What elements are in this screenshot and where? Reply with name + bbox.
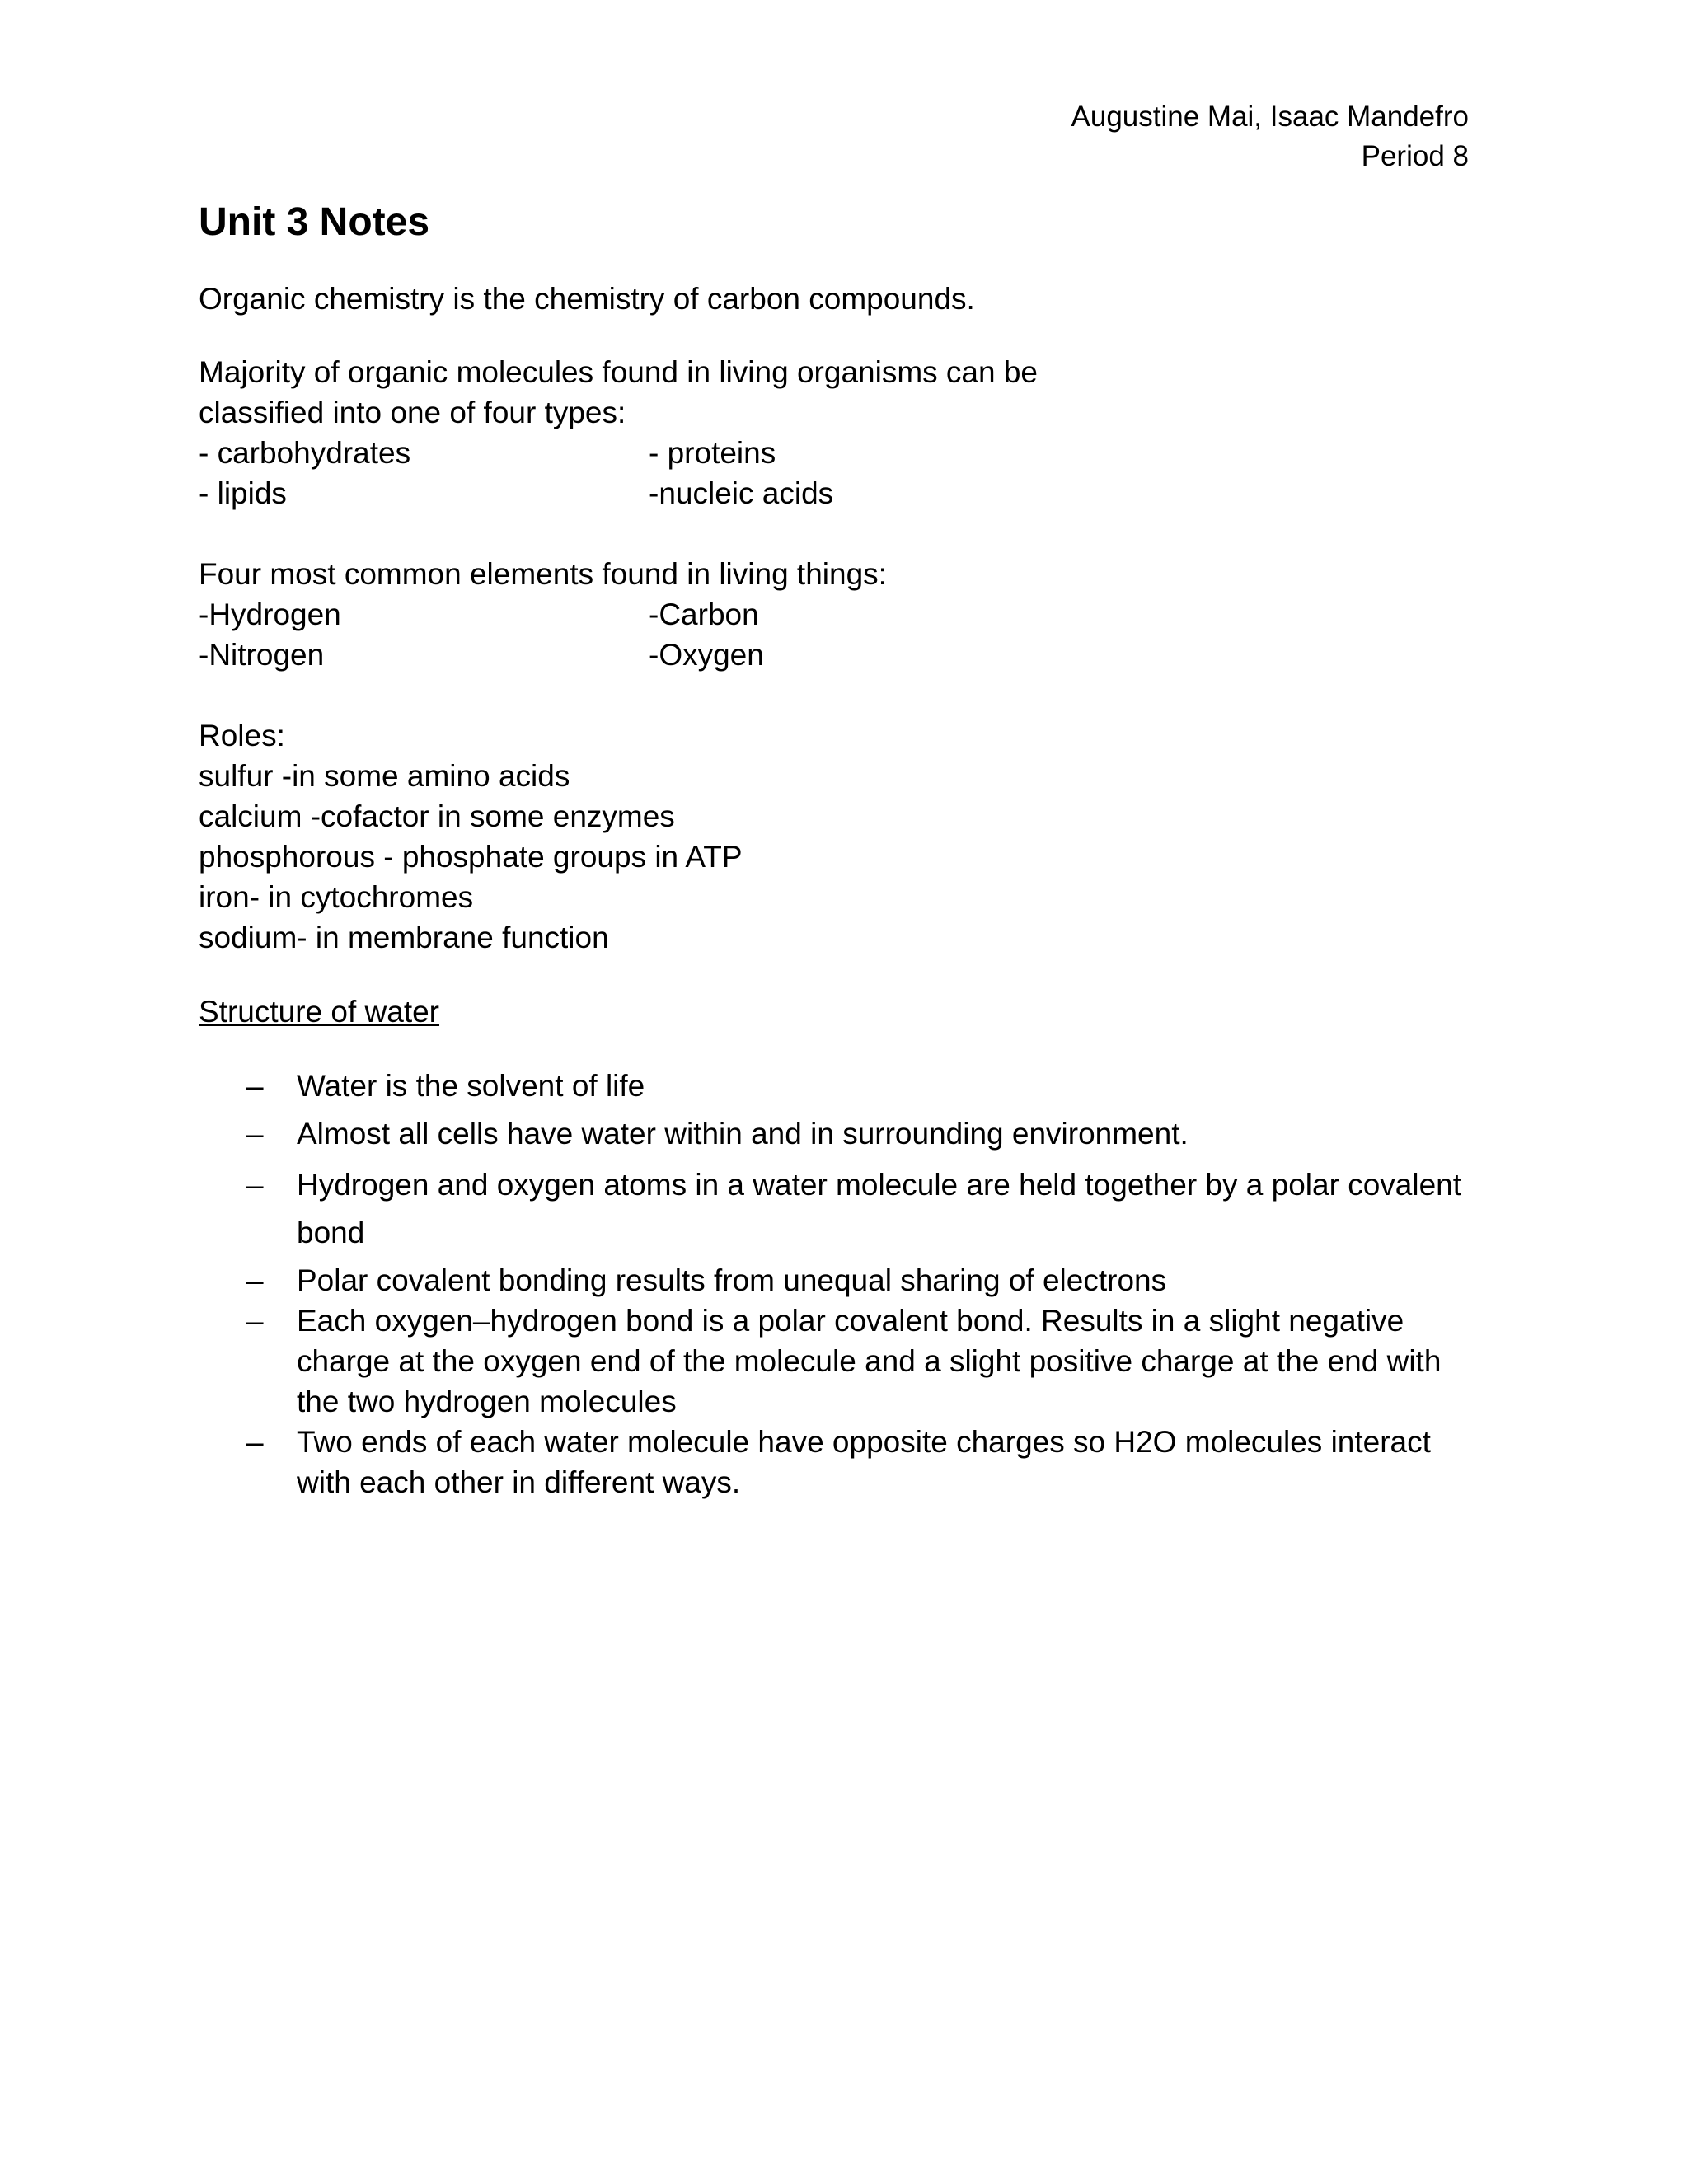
- water-section: [199, 991, 1484, 1502]
- list-item: [199, 1066, 1484, 1106]
- dash-bullet-icon: –: [246, 1168, 264, 1202]
- type-item: - lipids: [199, 476, 287, 510]
- bullet-text: Almost all cells have water within and in surrounding environment.: [297, 1117, 1189, 1151]
- page-title: Unit 3 Notes: [199, 200, 430, 244]
- type-item: -nucleic acids: [649, 476, 834, 510]
- list-item: [199, 1260, 1484, 1301]
- bullet-text: Water is the solvent of life: [297, 1069, 645, 1103]
- bullet-text: Two ends of each water molecule have opposite charges so H2O molecules interact with each other in different ways.: [297, 1425, 1431, 1499]
- elements-row: [199, 594, 1484, 635]
- bullet-text: Each oxygen–hydrogen bond is a polar covalent bond. Results in a slight negative charge at the oxygen end of the molecule and a slight positive charge at the end with the two hydrogen molecules: [297, 1304, 1442, 1418]
- list-item: [199, 1301, 1484, 1422]
- elements-heading: Four most common elements found in living things:: [199, 557, 887, 591]
- roles-section: [199, 715, 1484, 958]
- water-heading: Structure of water: [199, 995, 440, 1029]
- bullet-text: Hydrogen and oxygen atoms in a water molecule are held together by a polar covalent bond: [297, 1168, 1462, 1249]
- list-item: [199, 1161, 1484, 1257]
- dash-bullet-icon: –: [246, 1263, 264, 1297]
- intro-paragraph: Organic chemistry is the chemistry of carbon compounds.: [199, 282, 975, 316]
- role-item: calcium -cofactor in some enzymes: [199, 799, 675, 833]
- bullet-text: Polar covalent bonding results from unequal sharing of electrons: [297, 1263, 1167, 1297]
- molecule-types-section: [199, 352, 1484, 513]
- element-item: -Nitrogen: [199, 638, 325, 672]
- role-item: phosphorous - phosphate groups in ATP: [199, 840, 743, 874]
- types-intro-line-2: classified into one of four types:: [199, 396, 626, 429]
- types-row: [199, 473, 1484, 513]
- types-row: [199, 433, 1484, 473]
- dash-bullet-icon: –: [246, 1117, 264, 1151]
- list-item: [199, 1422, 1484, 1502]
- element-item: -Oxygen: [649, 638, 764, 672]
- document-body: [199, 198, 1484, 1502]
- dash-bullet-icon: –: [246, 1425, 264, 1459]
- types-intro-line-1: Majority of organic molecules found in living organisms can be: [199, 355, 1039, 389]
- water-bullet-list: [199, 1066, 1484, 1502]
- element-item: -Hydrogen: [199, 598, 341, 631]
- list-item: [199, 1113, 1484, 1154]
- elements-row: [199, 635, 1484, 675]
- role-item: sulfur -in some amino acids: [199, 759, 570, 793]
- role-item: iron- in cytochromes: [199, 880, 474, 914]
- role-item: sodium- in membrane function: [199, 921, 609, 954]
- dash-bullet-icon: –: [246, 1304, 264, 1338]
- author-names: Augustine Mai, Isaac Mandefro: [1071, 101, 1469, 133]
- type-item: - carbohydrates: [199, 436, 411, 470]
- dash-bullet-icon: –: [246, 1069, 264, 1103]
- element-item: -Carbon: [649, 598, 759, 631]
- roles-heading: Roles:: [199, 719, 285, 752]
- document-header: [1071, 97, 1469, 176]
- elements-section: [199, 554, 1484, 675]
- class-period: Period 8: [1361, 140, 1469, 172]
- type-item: - proteins: [649, 436, 776, 470]
